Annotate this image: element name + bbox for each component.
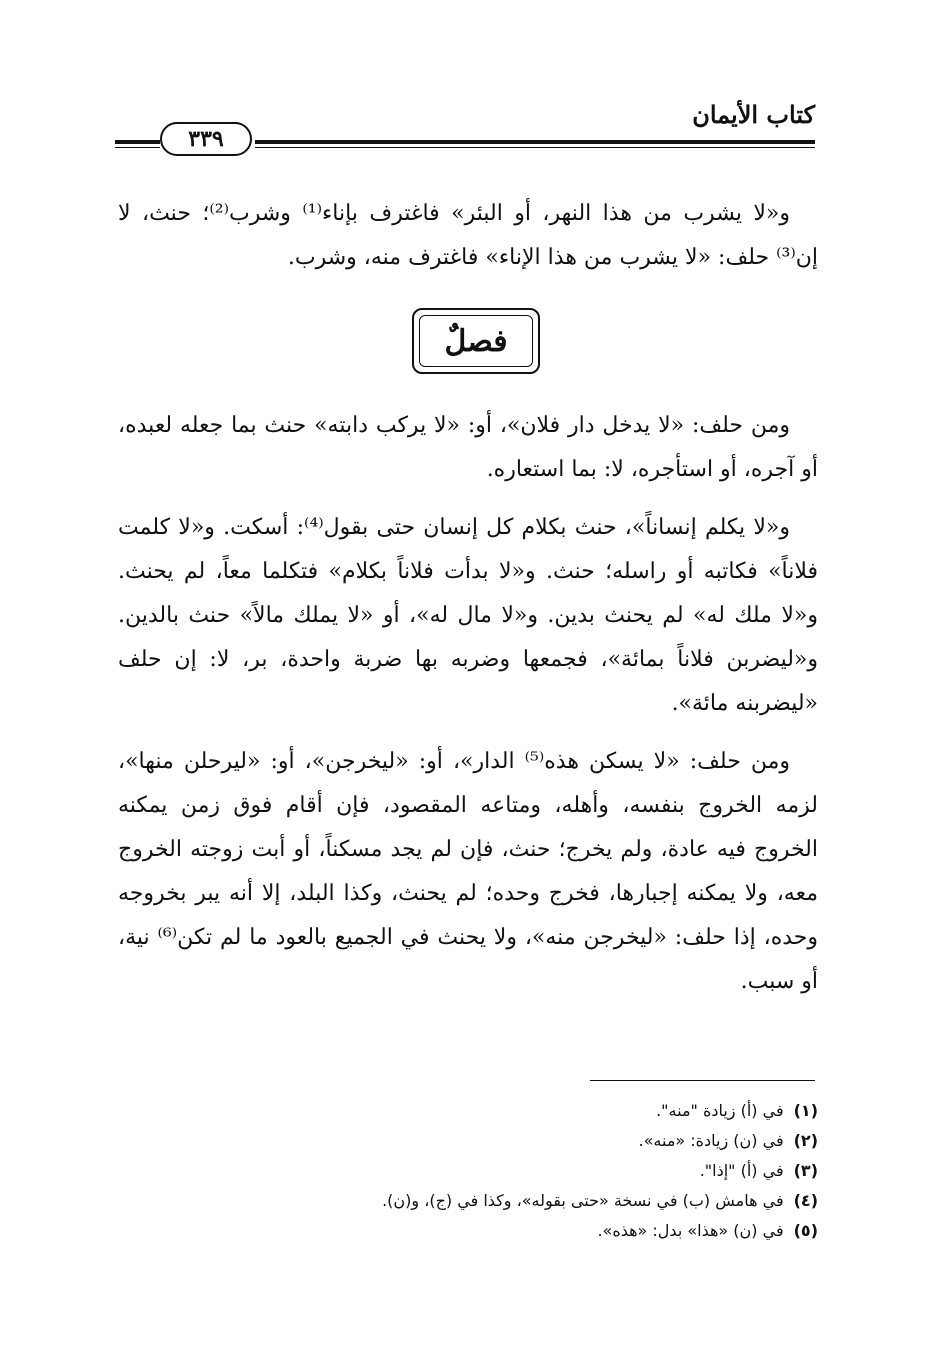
paragraph: ومن حلف: «لا يدخل دار فلان»، أو: «لا يركب دابته» حنث بما جعله لعبده، أو آجره، أو استأجره، لا: بما استعاره. — [118, 413, 818, 482]
footnote-item — [118, 1096, 818, 1126]
header-rule-right-thin — [255, 147, 815, 148]
footnote-text: في (ن) «هذا» بدل: «هذه». — [597, 1221, 784, 1240]
footnote-number: (٢) — [793, 1131, 818, 1150]
page-number: ٣٣٩ — [160, 122, 252, 156]
footnote-number: (٣) — [793, 1161, 818, 1180]
footnotes — [118, 1096, 818, 1246]
top-text — [118, 192, 818, 294]
footnote-text: في هامش (ب) في نسخة «حتى بقوله»، وكذا في (ج)، و(ن). — [382, 1191, 784, 1210]
header-rule-left — [115, 140, 160, 144]
footnote-divider — [590, 1080, 815, 1081]
footnote-number: (٤) — [793, 1191, 818, 1210]
paragraph: ومن حلف: «لا يسكن هذه⁽⁵⁾ الدار»، أو: «ليخرجن»، أو: «ليرحلن منها»، لزمه الخروج بنفسه، وأهله، ومتاعه المقصود، فإن أقام فوق زمن يمكنه الخروج فيه عادة، ولم يخرج؛ حنث، فإن لم يجد مسكناً، أو أبت زوجته الخروج معه، ولا يمكنه إجبارها، فخرج وحده؛ لم يحنث، وكذا البلد، إلا أنه يبر بخروجه وحده، إذا حلف: «ليخرجن منه»، ولا يحنث في الجميع بالعود ما لم تكن⁽⁶⁾ نية، أو سبب. — [118, 749, 818, 994]
footnote-number: (٥) — [793, 1221, 818, 1240]
footnote-text: في (أ) "إذا". — [699, 1161, 784, 1180]
footnote-text: في (أ) زيادة "منه". — [656, 1101, 784, 1120]
footnote-text: في (ن) زيادة: «منه». — [638, 1131, 784, 1150]
header-rule-left-thin — [115, 147, 160, 148]
paragraph: و«لا يشرب من هذا النهر، أو البئر» فاغترف بإناء⁽¹⁾ وشرب⁽²⁾؛ حنث، لا إن⁽³⁾ حلف: «لا يشرب من هذا الإناء» فاغترف منه، وشرب. — [118, 201, 818, 270]
footnote-number: (١) — [793, 1101, 818, 1120]
header-rule-right — [255, 140, 815, 144]
footnote-item — [118, 1156, 818, 1186]
footnote-item — [118, 1186, 818, 1216]
footnote-item — [118, 1126, 818, 1156]
section-heading: فصلٌ — [419, 315, 533, 367]
paragraph: و«لا يكلم إنساناً»، حنث بكلام كل إنسان حتى بقول⁽⁴⁾: أسكت. و«لا كلمت فلاناً» فكاتبه أو راسله؛ حنث. و«لا بدأت فلاناً بكلام» فتكلما معاً، لم يحنث. و«لا ملك له» لم يحنث بدين. و«لا مال له»، أو «لا يملك مالاً» حنث بالدين. و«ليضربن فلاناً بمائة»، فجمعها وضربه بها ضربة واحدة، بر، لا: إن حلف «ليضربنه مائة». — [118, 515, 818, 716]
section-heading-frame — [412, 308, 540, 374]
main-text — [118, 404, 818, 1018]
footnote-item — [118, 1216, 818, 1246]
book-title: كتاب الأيمان — [692, 100, 815, 129]
page-header — [115, 100, 815, 160]
